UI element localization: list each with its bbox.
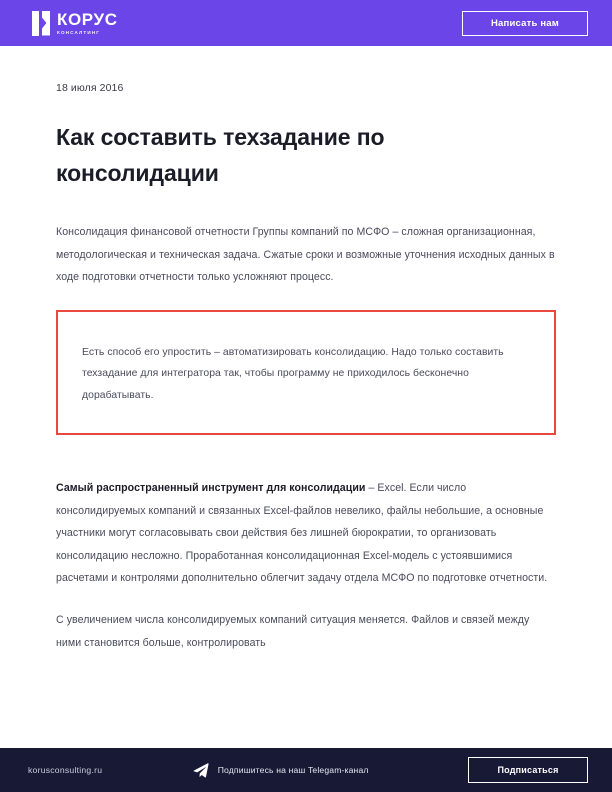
paragraph-two: [56, 477, 556, 589]
paragraph-two-lead: Самый распространенный инструмент для консолидации: [56, 482, 366, 495]
footer-telegram-block: [102, 763, 458, 778]
brand-subtitle: КОНСАЛТИНГ: [57, 29, 101, 35]
site-header: [0, 0, 612, 46]
paragraph-three: С увеличением числа консолидируемых компаний ситуация меняется. Файлов и связей между ними становится больше, контролировать: [56, 614, 530, 649]
page-title: Как составить техзадание по консолидации: [56, 124, 385, 186]
publication-date: 18 июля 2016: [56, 82, 124, 94]
article-body: [0, 46, 612, 654]
subscribe-button[interactable]: Подписаться: [468, 757, 588, 783]
logo-bar-right: [42, 11, 50, 36]
footer-telegram-text: Подпишитесь на наш Telegam-канал: [217, 765, 369, 775]
site-footer: [0, 748, 612, 792]
logo-bar-left: [32, 11, 39, 36]
korus-logo-icon: [32, 11, 50, 36]
paragraph-two-rest: – Excel. Если число консолидируемых компаний и связанных Excel-файлов невелико, файлы небольшие, а основные участники могут согласовывать свои действия без лишней бюрократии, то организовать консолидацию несложно. Проработанная консолидационная Excel-модель с устоявшимися расчетами и контролями дополнительно облегчит задачу отдела МСФО по подготовке отчетности.: [56, 482, 548, 584]
intro-paragraph: Консолидация финансовой отчетности Группы компаний по МСФО – сложная организационная, методологическая и техническая задача. Сжатые сроки и возможные уточнения исходных данных в ходе подготовки отчетности только усложняют процесс.: [56, 226, 555, 284]
highlight-callout-box: [56, 310, 556, 436]
contact-us-button[interactable]: Написать нам: [462, 11, 588, 36]
callout-text: Есть способ его упростить – автоматизировать консолидацию. Надо только составить техзадание для интегратора так, чтобы программу не приходилось бесконечно дорабатывать.: [82, 346, 504, 402]
brand-logo[interactable]: [32, 11, 118, 36]
brand-name: КОРУС: [57, 9, 118, 29]
telegram-icon: [192, 763, 209, 778]
footer-domain-link[interactable]: korusconsulting.ru: [28, 765, 103, 775]
brand-text: [57, 11, 118, 36]
